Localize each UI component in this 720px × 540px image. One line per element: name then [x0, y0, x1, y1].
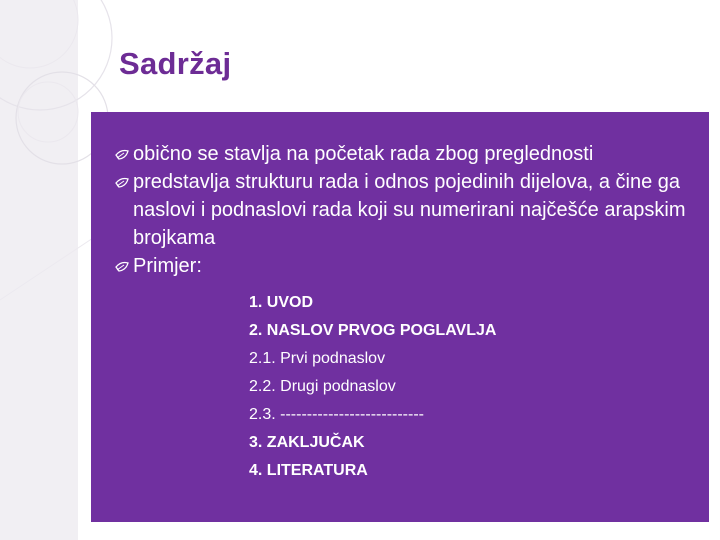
toc-item: 2. NASLOV PRVOG POGLAVLJA: [249, 322, 497, 339]
bullet-item: [113, 140, 703, 168]
bullet-list: [113, 140, 703, 280]
leaf-bullet-icon: [115, 177, 129, 189]
toc-item: 1. UVOD: [249, 294, 314, 311]
slide-title: Sadržaj: [119, 46, 232, 81]
bullet-text: predstavlja strukturu rada i odnos pojedinih dijelova, a čine ga naslovi i podnaslovi rada koji su numerirani najčešće arapskim brojkama: [133, 171, 686, 249]
toc-item: 2.3. ---------------------------: [249, 406, 424, 423]
toc-example-list: [249, 289, 496, 485]
bullet-text: Primjer:: [133, 255, 202, 277]
bullet-text: obično se stavlja na početak rada zbog preglednosti: [133, 143, 594, 165]
toc-item: 2.2. Drugi podnaslov: [249, 378, 396, 395]
toc-item: 2.1. Prvi podnaslov: [249, 350, 386, 367]
toc-item: 3. ZAKLJUČAK: [249, 434, 365, 451]
leaf-bullet-icon: [115, 261, 129, 273]
bullet-item: [113, 168, 703, 252]
toc-item: 4. LITERATURA: [249, 462, 368, 479]
left-decor-strip: [0, 0, 78, 540]
leaf-bullet-icon: [115, 149, 129, 161]
bullet-item: [113, 252, 703, 280]
